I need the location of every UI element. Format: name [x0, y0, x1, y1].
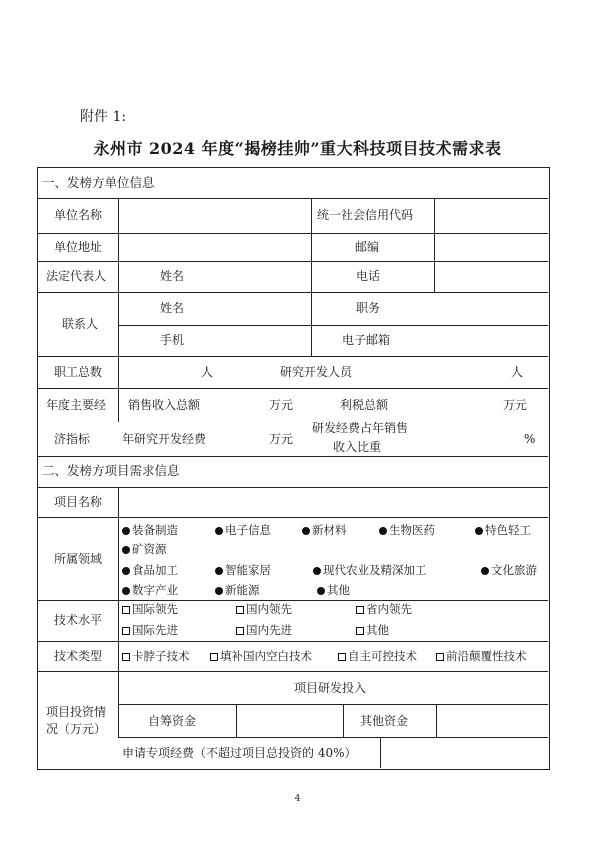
field-option[interactable]: 文化旅游: [481, 563, 537, 577]
rd-expense-unit: 万元: [269, 432, 294, 446]
investment-label-1: 项目投资情: [46, 705, 107, 719]
email-label: 电子邮箱: [342, 333, 391, 347]
legal-rep-label: 法定代表人: [46, 269, 107, 283]
contact-name-label: 姓名: [160, 301, 185, 315]
tech-level-option[interactable]: 国内领先: [236, 602, 292, 616]
checkbox-icon: [356, 627, 364, 635]
field-option[interactable]: 现代农业及精深加工: [313, 563, 427, 577]
row-divider: [38, 517, 548, 518]
tech-level-option[interactable]: 其他: [356, 623, 389, 637]
project-name-label: 项目名称: [54, 495, 103, 509]
tech-type-option[interactable]: 前沿颠覆性技术: [436, 649, 527, 663]
field-option[interactable]: 生物医药: [379, 523, 435, 537]
bullet-icon: [122, 567, 130, 575]
requirement-form: [37, 167, 550, 770]
sales-income-label: 销售收入总额: [128, 398, 201, 412]
bullet-icon: [302, 527, 310, 535]
checkbox-icon: [236, 606, 244, 614]
row-divider: [38, 261, 548, 262]
ratio-percent: %: [524, 432, 536, 446]
duty-label: 职务: [356, 301, 381, 315]
col-divider: [118, 487, 119, 737]
col-divider: [380, 737, 381, 768]
tech-level-option[interactable]: 国内先进: [236, 623, 292, 637]
tech-type-option[interactable]: 自主可控技术: [338, 649, 417, 663]
tech-type-option[interactable]: 填补国内空白技术: [210, 649, 312, 663]
field-option[interactable]: 食品加工: [122, 563, 178, 577]
bullet-icon: [481, 567, 489, 575]
bullet-icon: [215, 587, 223, 595]
tech-type-label: 技术类型: [54, 649, 103, 663]
staff-unit: 人: [201, 365, 214, 379]
profit-unit: 万元: [503, 398, 528, 412]
credit-code-label: 统一社会信用代码: [317, 208, 414, 222]
col-divider: [436, 704, 437, 737]
tech-type-option[interactable]: 卡脖子技术: [122, 649, 190, 663]
investment-label-2: 况（万元）: [46, 722, 107, 736]
field-label: 所属领域: [54, 552, 103, 566]
tech-level-label: 技术水平: [54, 613, 103, 627]
bullet-icon: [475, 527, 483, 535]
page-number: 4: [294, 794, 301, 804]
sales-unit: 万元: [269, 398, 294, 412]
col-divider: [311, 198, 312, 356]
contact-label: 联系人: [62, 317, 99, 331]
row-divider: [38, 641, 548, 642]
checkbox-icon: [210, 653, 218, 661]
self-funds-label: 自筹资金: [148, 714, 197, 728]
address-label: 单位地址: [54, 240, 103, 254]
special-funds-label: 申请专项经费（不超过项目总投资的 40%）: [122, 746, 357, 760]
row-divider: [118, 737, 548, 738]
field-option[interactable]: 矿资源: [122, 542, 167, 556]
row-divider: [38, 233, 548, 234]
col-divider: [118, 356, 119, 422]
row-divider: [38, 487, 548, 488]
mobile-label: 手机: [160, 333, 185, 347]
rd-investment-label: 项目研发投入: [294, 681, 367, 695]
field-option[interactable]: 新材料: [302, 523, 347, 537]
ratio-label-1: 研发经费占年销售: [312, 421, 409, 435]
tech-level-option[interactable]: 国际领先: [122, 602, 178, 616]
attachment-label: 附件 1:: [80, 109, 127, 125]
other-funds-label: 其他资金: [360, 714, 409, 728]
col-divider: [118, 198, 119, 356]
row-divider: [38, 356, 548, 357]
profit-tax-label: 利税总额: [340, 398, 389, 412]
bullet-icon: [215, 527, 223, 535]
bullet-icon: [122, 546, 130, 554]
checkbox-icon: [356, 606, 364, 614]
checkbox-icon: [338, 653, 346, 661]
row-divider: [118, 325, 548, 326]
rd-staff-unit: 人: [511, 365, 524, 379]
tech-level-option[interactable]: 国际先进: [122, 623, 178, 637]
rd-expense-label: 年研究开发经费: [122, 432, 207, 446]
row-divider: [38, 388, 548, 389]
bullet-icon: [317, 587, 325, 595]
field-option[interactable]: 特色轻工: [475, 523, 531, 537]
col-divider: [343, 704, 344, 737]
econ-index-label: 济指标: [54, 432, 91, 446]
field-option[interactable]: 新能源: [215, 583, 260, 597]
legal-rep-phone-label: 电话: [356, 269, 381, 283]
rd-staff-label: 研究开发人员: [280, 365, 353, 379]
postcode-label: 邮编: [355, 240, 380, 254]
checkbox-icon: [122, 606, 130, 614]
col-divider: [236, 704, 237, 737]
field-option[interactable]: 智能家居: [215, 563, 271, 577]
bullet-icon: [122, 527, 130, 535]
legal-rep-name-label: 姓名: [160, 269, 185, 283]
section1-heading: 一、发榜方单位信息: [42, 175, 155, 190]
bullet-icon: [122, 587, 130, 595]
tech-level-option[interactable]: 省内领先: [356, 602, 412, 616]
row-divider: [118, 704, 548, 705]
staff-total-label: 职工总数: [54, 365, 103, 379]
bullet-icon: [379, 527, 387, 535]
page-title: 永州市 2024 年度“揭榜挂帅”重大科技项目技术需求表: [93, 139, 502, 158]
field-option[interactable]: 装备制造: [122, 523, 178, 537]
checkbox-icon: [436, 653, 444, 661]
row-divider: [38, 198, 548, 199]
bullet-icon: [215, 567, 223, 575]
field-option[interactable]: 数字产业: [122, 583, 178, 597]
row-divider: [38, 456, 548, 457]
bullet-icon: [313, 567, 321, 575]
row-divider: [38, 600, 548, 601]
checkbox-icon: [122, 653, 130, 661]
section2-heading: 二、发榜方项目需求信息: [42, 463, 180, 478]
annual-main-label: 年度主要经: [46, 398, 107, 412]
checkbox-icon: [122, 627, 130, 635]
row-divider: [38, 292, 548, 293]
unit-name-label: 单位名称: [54, 208, 103, 222]
row-divider: [38, 671, 548, 672]
ratio-label-2: 收入比重: [333, 440, 382, 454]
field-option[interactable]: 其他: [317, 583, 350, 597]
checkbox-icon: [236, 627, 244, 635]
col-divider: [434, 198, 435, 292]
field-option[interactable]: 电子信息: [215, 523, 271, 537]
